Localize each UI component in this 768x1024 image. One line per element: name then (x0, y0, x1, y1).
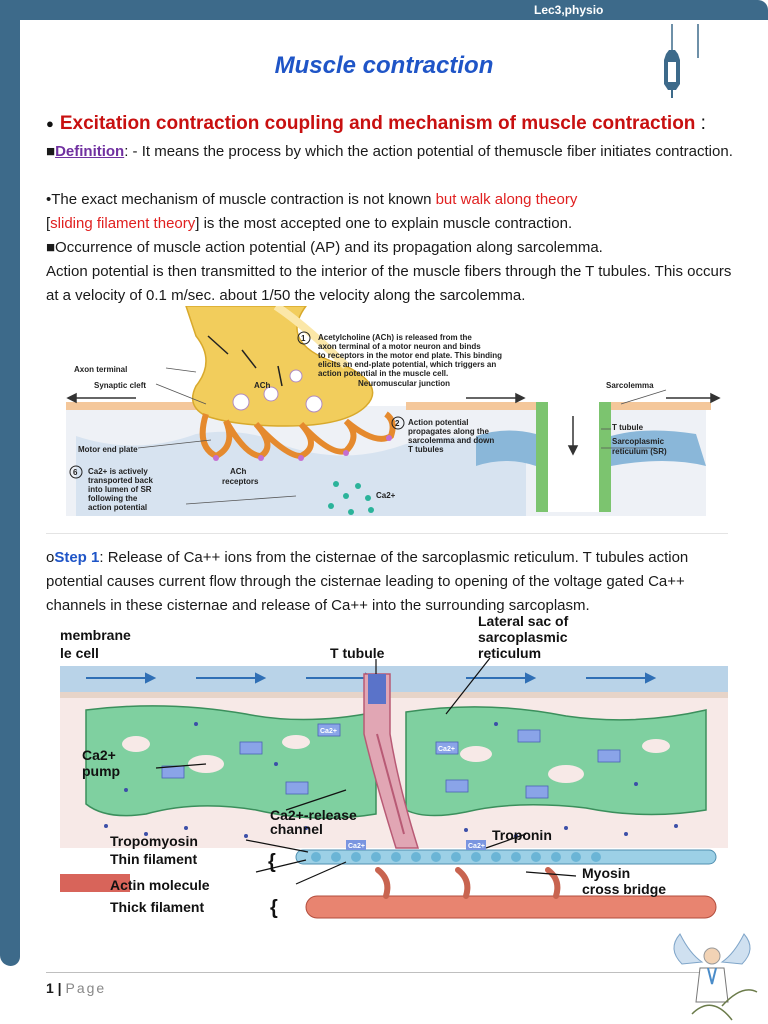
bracket-open: [ (46, 215, 51, 232)
footer-rule (46, 972, 714, 973)
label-nmj: Neuromuscular junction (358, 379, 451, 388)
neuromuscular-junction-figure (46, 306, 728, 534)
page-separator: | (53, 980, 66, 996)
step-number-6: 6 (73, 468, 78, 477)
ca-tag-1: Ca2+ (320, 728, 337, 735)
label-actin: Actin molecule (110, 877, 210, 893)
step2-line-2: propagates along the (408, 427, 489, 436)
step1-line-3: to receptors in the motor end plate. This binding (318, 351, 503, 360)
label-sarcolemma: Sarcolemma (606, 381, 654, 390)
t-tubule-paragraph: Action potential is then transmitted to the interior of the muscle fibers through the T tubules. This occurs at a velocity of 0.1 m/sec. about 1/50 the velocity along the sarcolemma. (46, 263, 732, 304)
step6-line-3: into lumen of SR (88, 485, 152, 494)
top-banner (0, 0, 768, 20)
step2-line-3: sarcolemma and down (408, 436, 495, 445)
step1-text: : Release of Ca++ ions from the cisternae of the sarcoplasmic reticulum. T tubules action potential causes current flow through the cisternae leading to opening of the voltage gated Ca++ channels in these cisternae and release of Ca++ into the surrounding sarcoplasm. (46, 549, 689, 614)
heading-colon: : (695, 113, 706, 134)
label-ca: Ca2+ (376, 491, 396, 500)
ca-tag-3: Ca2+ (348, 843, 365, 850)
label-motor-end-plate: Motor end plate (78, 445, 138, 454)
heading-bullet: ● (46, 116, 54, 132)
svg-text:{: { (270, 897, 278, 919)
label-membrane: membrane (60, 627, 131, 643)
ca-tag-2: Ca2+ (438, 746, 455, 753)
label-ach: ACh (254, 381, 271, 390)
step6-line-1: Ca2+ is actively (88, 467, 148, 476)
label-sr-2: reticulum (SR) (612, 447, 667, 456)
label-le-cell: le cell (60, 645, 99, 661)
step2-line-1: Action potential (408, 418, 469, 427)
step1-line-1: Acetylcholine (ACh) is released from the (318, 333, 472, 342)
label-troponin: Troponin (492, 827, 552, 843)
step-number-2: 2 (395, 419, 400, 428)
ap-paragraph: ■Occurrence of muscle action potential (AP) and its propagation along sarcolemma. (46, 239, 603, 256)
label-myosin-1: Myosin (582, 865, 631, 881)
sliding-filament-text: sliding filament theory (50, 215, 196, 232)
svg-text:{: { (268, 851, 276, 873)
label-lateral-sac-1: Lateral sac of (478, 614, 569, 629)
label-thick-filament: Thick filament (110, 899, 205, 915)
ca-tag-4: Ca2+ (468, 843, 485, 850)
lecture-label: Lec3,physio (534, 3, 604, 17)
label-t-tubule-2: T tubule (330, 645, 385, 661)
step1-line-2: axon terminal of a motor neuron and binds (318, 342, 481, 351)
step-number-1: 1 (301, 334, 306, 343)
label-lateral-sac-3: reticulum (478, 645, 542, 661)
page-footer (46, 980, 106, 996)
step1-label: Step 1 (54, 549, 100, 566)
step1-line-5: action potential in the muscle cell. (318, 369, 449, 378)
figure1-bottom-rule (46, 533, 728, 534)
theory-lead: •The exact mechanism of muscle contraction is not known (46, 191, 436, 208)
sarcoplasmic-reticulum-figure (46, 614, 728, 926)
label-axon-terminal: Axon terminal (74, 365, 128, 374)
lantern-moon-icon (658, 24, 728, 106)
label-sr-1: Sarcoplasmic (612, 437, 665, 446)
label-tropomyosin: Tropomyosin (110, 833, 198, 849)
label-thin-filament: Thin filament (110, 851, 198, 867)
step6-line-4: following the (88, 494, 138, 503)
step1-line-4: elicits an end-plate potential, which triggers an (318, 360, 497, 369)
label-ca-pump-1: Ca2+ (82, 747, 116, 763)
doctor-angel-logo (662, 924, 762, 1024)
circle-bullet: o (46, 549, 55, 566)
label-lateral-sac-2: sarcoplasmic (478, 629, 568, 645)
square-bullet: ■ (46, 143, 56, 160)
label-release-channel-2: channel (270, 821, 323, 837)
left-banner (0, 0, 20, 966)
label-ach-receptors-1: ACh (230, 467, 247, 476)
page-title: Muscle contraction (274, 52, 494, 79)
theory-paragraph (46, 188, 736, 212)
page-word: Page (65, 980, 107, 996)
theory-red-text: but walk along theory (435, 191, 578, 208)
step6-line-5: action potential (88, 503, 148, 512)
section-heading (46, 113, 706, 135)
sliding-paragraph (46, 212, 736, 236)
sliding-rest: ] is the most accepted one to explain muscle contraction. (195, 215, 573, 232)
label-myosin-2: cross bridge (582, 881, 667, 897)
step2-line-4: T tubules (408, 445, 444, 454)
label-release-channel-1: Ca2+-release (270, 807, 357, 823)
page-number: 1 (46, 980, 54, 996)
label-synaptic-cleft: Synaptic cleft (94, 381, 147, 390)
heading-text: Excitation contraction coupling and mechanism of muscle contraction (59, 113, 696, 134)
label-ach-receptors-2: receptors (222, 477, 259, 486)
label-ca-pump-2: pump (82, 763, 121, 779)
definition-term: Definition (55, 143, 125, 160)
label-t-tubule: T tubule (612, 423, 644, 432)
definition-text: : - It means the process by which the action potential of themuscle fiber initiates contraction. (124, 143, 733, 160)
step1-paragraph (46, 546, 736, 618)
step6-line-2: transported back (88, 476, 153, 485)
definition-paragraph (46, 140, 736, 164)
